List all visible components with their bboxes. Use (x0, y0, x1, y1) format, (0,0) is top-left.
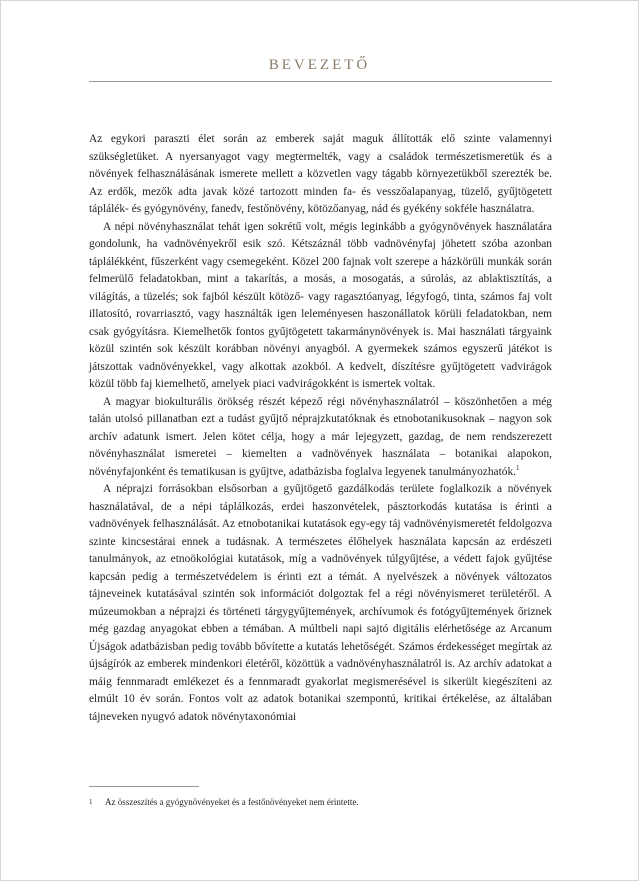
footnote (89, 796, 552, 808)
footnote-divider (89, 786, 199, 787)
body-text (89, 131, 552, 726)
paragraph-4-text: A néprajzi forrásokban elsősorban a gyűjtögető gazdálkodás területe foglalkozik a növények használatával, de a népi táplálkozás, erdei haszonvételek, pásztorkodás kutatása is érinti a vadnövények felhasználását. Az etnobotanikai kutatások egy-egy táj vadnövényismeretét feldolgozva szinte kincsestárai ennek a tudásnak. A természetes élőhelyek használata kapcsán az erdészeti tanulmányok, az etnoökológiai kutatások, míg a vadnövények túlgyűjtése, a védett fajok gyűjtése kapcsán pedig a természetvédelem is érinti ezt a témát. A nyelvészek a növények változatos tájneveinek kutatásával szintén sok információt dolgoztak fel a régi növényismeret területéről. A múzeumokban a néprajzi és történeti tárgygyűjtemények, archívumok és fotógyűjtemények őriznek még gazdag anyagokat ebben a témában. A múltbeli napi sajtó digitális elérhetősége az Arcanum Újságok adatbázisban pedig tovább bővítette a kutatás lehetőségét. Számos érdekességet megírtak az újságírók az emberek mindenkori életéről, közöttük a vadnövényhasználatról is. Az archív adatokat a máig fennmaradt emlékezet és a fennmaradt gyakorlat megismerésével is sikerült kiegészíteni az elmúlt 10 év során. Fontos volt az adatok botanikai szempontú, kritikai értékelése, az általában tájneveken nyugvó adatok növénytaxonómiai (89, 483, 552, 723)
paragraph-4 (89, 481, 552, 726)
footnote-mark: 1 (89, 798, 93, 806)
paragraph-3 (89, 394, 552, 482)
chapter-title: BEVEZETŐ (268, 57, 371, 73)
paragraph-3-text: A magyar biokulturális örökség részét képező régi növényhasználatról – köszönhetően a még talán utolsó pillanatban ezt a tudást gyűjtő néprajzkutatóknak és etnobotanikusoknak – nagyon sok archív adatunk ismert. Jelen kötet célja, hogy a már lejegyzett, gazdag, de nem rendszerezett növényhasználat ismeretei – kiemelten a vadnövények használata – botanikai alapokon, növényfajonként és tematikusan is gyűjtve, adatbázisba foglalva legyenek tanulmányozhatók. (89, 395, 552, 478)
footnote-text: Az összeszítés a gyógynövényeket és a festőnövényeket nem érintette. (105, 797, 359, 807)
footnote-reference[interactable]: 1 (516, 463, 520, 472)
paragraph-1-text: Az egykori paraszti élet során az emberek saját maguk állították elő szinte valamennyi szükségletüket. A nyersanyagot vagy megtermelték, vagy a családok természetismeretük és a növények felhasználásának ismerete mellett a közvetlen vagy tágabb környezetükből szerezték be. Az erdők, mezők adta javak közé tartozott minden fa- és vesszőalapanyag, tüzelő, gyűjtögetett táplálék- és gyógynövény, fanedv, festőnövény, kötözőanyag, nád és gyékény sokféle használatra. (89, 133, 552, 215)
paragraph-1 (89, 131, 552, 219)
paragraph-2 (89, 219, 552, 394)
paragraph-2-text: A népi növényhasználat tehát igen sokrétű volt, mégis leginkább a gyógynövények használatára gondolunk, ha vadnövényekről esik szó. Kétszáznál több vadnövényfaj jöhetett szóba azonban táplálékként, fűszerként vagy csemegeként. Közel 200 fajnak volt szerepe a házkörüli munkák során felmerülő feladatokban, mint a takarítás, a mosás, a mosogatás, a súrolás, az ablaktisztítás, a világítás, a tüzelés; sok fajból készült kötöző- vagy ragasztóanyag, légyfogó, tinta, számos faj volt illatosító, rovarriasztó, vagy használták igen leleményesen haszonállatok körüli feladatokban, nem csak gyógyításra. Kiemelhetők fontos gyűjtögetett takarmánynövények is. Mai használati tárgyaink közül szintén sok készült korábban növényi anyagból. A gyermekek számos egyszerű játékot is játszottak vadnövényekkel, vagy alkottak azokból. A kedvelt, díszítésre gyűjtögetett vadvirágok közül több faj kiemelhető, amelyek piaci vadvirágokként is ismertek voltak. (89, 220, 552, 390)
title-divider (89, 81, 552, 82)
